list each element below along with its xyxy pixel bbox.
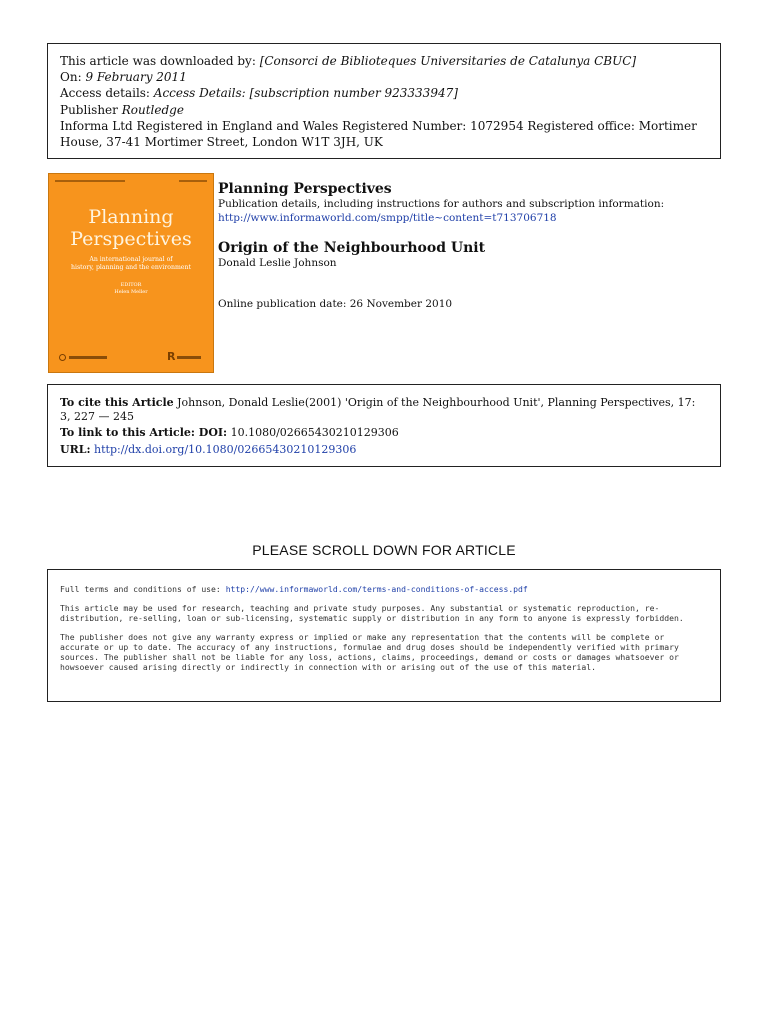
cover-subtitle [49,256,213,272]
routledge-logo: R [167,352,201,364]
registration-info: Informa Ltd Registered in England and Wales Registered Number: 1072954 Registered office: Mortimer House, 37-41 Mortimer Street, London W1T 3JH, UK [60,118,697,150]
doi-line [60,426,708,440]
journal-link[interactable]: http://www.informaworld.com/smpp/title~content=t713706718 [218,212,557,224]
journal-cover-image [48,173,214,373]
url-label: URL: [60,442,91,456]
cover-title-line: Planning [88,206,174,228]
article-author: Donald Leslie Johnson [218,257,337,269]
citation-box [47,384,721,467]
cover-editor [49,282,213,296]
cover-editor-label: EDITOR [120,282,142,288]
publisher-value: Routledge [121,102,184,117]
url-line [60,443,708,457]
society-logo [59,353,107,362]
full-terms-line [60,584,708,594]
publisher-line [60,102,708,118]
doi-url-link[interactable]: http://dx.doi.org/10.1080/02665430210129306 [90,442,357,456]
cover-header-strip [55,179,207,184]
online-publication-date: Online publication date: 26 November 2010 [218,298,453,310]
access-details-label: Access details: [60,86,154,101]
doi-value: 10.1080/02665430210129306 [227,426,399,439]
full-terms-label: Full terms and conditions of use: [60,584,226,594]
article-title: Origin of the Neighbourhood Unit [218,240,486,256]
usage-terms-paragraph: This article may be used for research, teaching and private study purposes. Any substantial or systematic reproduction, re-distribution, re-selling, loan or sub-licensing, systematic supply or distribution in any form to anyone is expressly forbidden. [60,603,684,623]
scroll-down-notice: PLEASE SCROLL DOWN FOR ARTICLE [252,542,516,558]
publication-details: Publication details, including instructions for authors and subscription information: [218,198,665,210]
publisher-label: Publisher [60,102,122,117]
cover-editor-name: Helen Meller [114,289,148,295]
downloaded-by-value: [Consorci de Biblioteques Universitaries de Catalunya CBUC] [259,54,637,68]
cover-subtitle-line: An international journal of [89,256,173,263]
cite-text: Johnson, Donald Leslie(2001) 'Origin of the Neighbourhood Unit', Planning Perspectives, 17: 3, 227 — 245 [60,396,696,423]
downloaded-by-line [60,53,708,69]
cover-subtitle-line: history, planning and the environment [71,264,191,271]
access-details-value: Access Details: [subscription number 923333947] [153,86,458,101]
download-date-label: On: [60,70,86,85]
download-info-box [47,43,721,159]
download-date-line [60,69,708,85]
access-details-line [60,85,708,101]
cover-title [49,206,213,250]
cite-line [60,396,708,423]
cover-title-line: Perspectives [70,228,192,250]
journal-title: Planning Perspectives [218,181,392,197]
doi-label: To link to this Article: DOI: [60,426,228,439]
terms-link[interactable]: http://www.informaworld.com/terms-and-conditions-of-access.pdf [225,584,528,594]
journal-info [218,180,718,311]
terms-box [47,569,721,702]
downloaded-by-label: This article was downloaded by: [60,54,260,68]
download-date-value: 9 February 2011 [85,70,187,85]
cite-label: To cite this Article [60,396,174,409]
disclaimer-paragraph: The publisher does not give any warranty express or implied or make any representation that the contents will be complete or accurate or up to date. The accuracy of any instructions, formulae and drug doses should be independently verified with primary sources. The publisher shall not be liable for any loss, actions, claims, proceedings, demand or costs or damages whatsoever or howsoever caused arising directly or indirectly in connection with or arising out of the use of this material. [60,632,679,672]
journal-section [48,173,722,375]
